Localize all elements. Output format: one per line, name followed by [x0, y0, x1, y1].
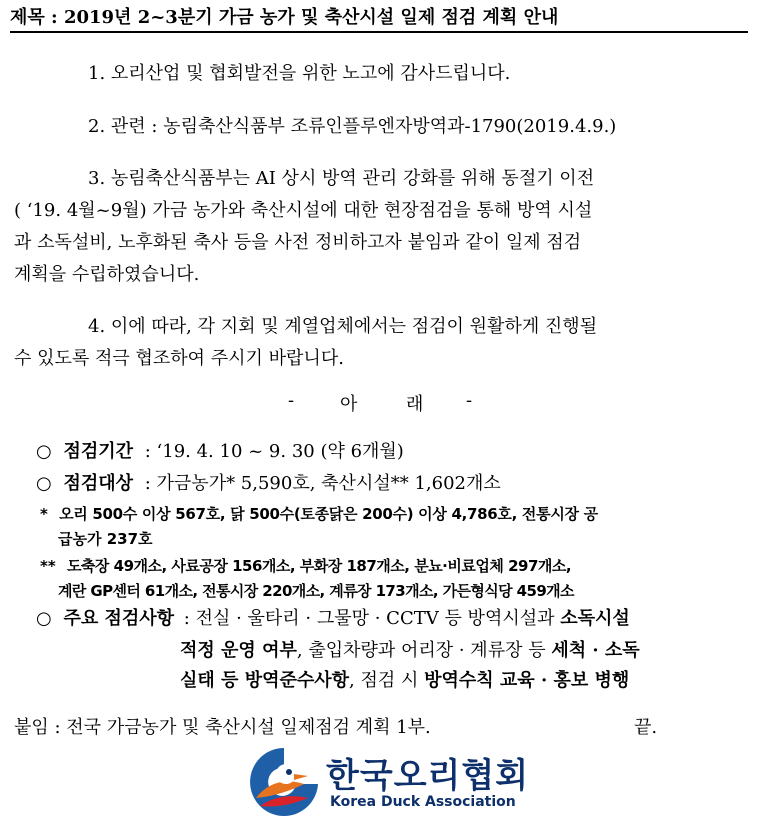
inspection-target-item [36, 469, 501, 495]
main-points-text-1a: : 전실 · 울타리 · 그물망 · CCTV 등 방역시설과 [183, 608, 561, 629]
document-title: 제목 : 2019년 2~3분기 가금 농가 및 축산시설 일제 점검 계획 안내 [10, 7, 559, 28]
footnote-2-line-1 [40, 555, 571, 576]
main-points-text-2b: , 출입차량과 어리장 · 계류장 등 [296, 640, 552, 661]
below-dash-left: - [288, 390, 295, 411]
below-dash-right: - [466, 390, 473, 411]
footnote-2-line-2: 계란 GP센터 61개소, 전통시장 220개소, 계류장 173개소, 가든형식당 459개소 [58, 582, 574, 600]
inspection-period-item [36, 437, 404, 463]
end-mark: 끝. [634, 717, 658, 738]
footnote-1-line-1 [40, 503, 598, 524]
target-label: 점검대상 [63, 473, 134, 494]
paragraph-4-line-1: 4. 이에 따라, 각 지회 및 계열업체에서는 점검이 원활하게 진행될 [88, 316, 598, 337]
bullet-icon: ○ [36, 473, 52, 494]
paragraph-3-line-1: 3. 농림축산식품부는 AI 상시 방역 관리 강화를 위해 동절기 이전 [88, 168, 595, 189]
duck-emblem-icon [246, 744, 322, 820]
below-word-2: 래 [406, 394, 424, 415]
below-word-1: 아 [340, 394, 358, 415]
bullet-icon: ○ [36, 608, 52, 629]
attachment-line: 붙임 : 전국 가금농가 및 축산시설 일제점검 계획 1부. [14, 717, 431, 738]
footnote-2-mark: ** [40, 557, 56, 575]
paragraph-4-line-2: 수 있도록 적극 협조하여 주시기 바랍니다. [14, 348, 344, 369]
main-points-label: 주요 점검사항 [63, 608, 175, 629]
bullet-icon: ○ [36, 441, 52, 462]
period-label: 점검기간 [63, 441, 134, 462]
footnote-1-line-2: 급농가 237호 [58, 530, 153, 548]
footnote-1-text-1: 오리 500수 이상 567호, 닭 500수(토종닭은 200수) 이상 4,786호, 전통시장 공 [59, 505, 598, 523]
main-points-text-3b: , 점검 시 [349, 670, 425, 691]
main-points-text-1b: 소독시설 [560, 608, 630, 629]
logo-name-english: Korea Duck Association [330, 794, 516, 810]
paragraph-3-line-4: 계획을 수립하였습니다. [14, 264, 200, 285]
period-value: : ‘19. 4. 10 ~ 9. 30 (약 6개월) [144, 441, 404, 462]
main-points-text-3c: 방역수칙 교육 · 홍보 병행 [424, 670, 630, 691]
target-value: : 가금농가* 5,590호, 축산시설** 1,602개소 [144, 473, 501, 494]
main-points-text-2c: 세척 · 소독 [551, 640, 640, 661]
main-points-line-3 [180, 666, 629, 692]
association-logo [246, 744, 530, 820]
logo-name-korean: 한국오리협회 [326, 756, 530, 796]
footnote-1-mark: * [40, 505, 48, 523]
paragraph-2: 2. 관련 : 농림축산식품부 조류인플루엔자방역과-1790(2019.4.9.) [88, 116, 617, 137]
main-points-text-3a: 실태 등 방역준수사항 [180, 670, 350, 691]
paragraph-3-line-3: 과 소독설비, 노후화된 축사 등을 사전 정비하고자 붙임과 같이 일제 점검 [14, 232, 582, 253]
main-points-line-2 [180, 636, 640, 662]
paragraph-1: 1. 오리산업 및 협회발전을 위한 노고에 감사드립니다. [88, 63, 511, 84]
paragraph-3-line-2: ( ‘19. 4월~9월) 가금 농가와 축산시설에 대한 현장점검을 통해 방역 시설 [14, 200, 593, 221]
main-points-line-1 [36, 604, 630, 630]
main-points-text-2a: 적정 운영 여부 [180, 640, 297, 661]
title-rule [10, 31, 748, 33]
footnote-2-text-1: 도축장 49개소, 사료공장 156개소, 부화장 187개소, 분뇨·비료업체 297개소, [66, 557, 572, 575]
